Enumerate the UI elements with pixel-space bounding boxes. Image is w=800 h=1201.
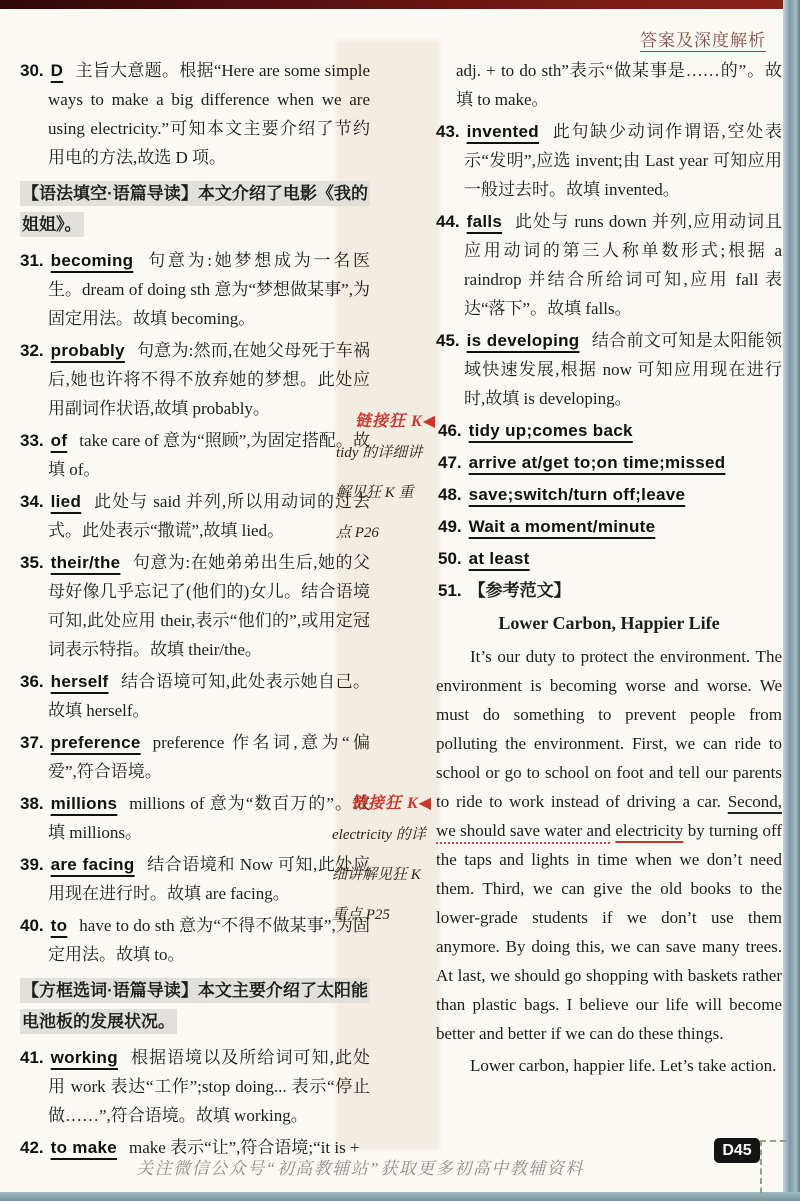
essay-segment: by turning off the taps and lights in time when we don’t need them. Third, we can give the old books to the lower-grade students if we don’t use them anymore. By doing this, we can save many trees. At last, we should go shopping with baskets rather than plastic bags. I believe our life will become better and better if we can do these things.	[436, 821, 783, 1043]
explanation-text: millions of 意为“数百万的”。故填 millions。	[48, 794, 370, 842]
answer-text: Wait a moment/minute	[468, 517, 656, 536]
right-column	[436, 56, 782, 1083]
banner-text: 【语法填空·语篇导读】本文介绍了电影《我的姐姐》。	[20, 181, 370, 237]
item-number: 40.	[20, 916, 44, 935]
explanation-text: 此处与 said 并列,所以用动词的过去式。此处表示“撒谎”,故填 lied。	[48, 492, 370, 540]
answer-item	[20, 487, 370, 545]
explanation-text: 结合前文可知是太阳能领域快速发展,根据 now 可知应用现在进行时,故填 is developing。	[464, 331, 782, 408]
answer-text: probably	[50, 341, 125, 360]
answer-item	[436, 326, 782, 413]
item-number: 42.	[20, 1138, 44, 1157]
answer-text: their/the	[50, 553, 121, 572]
answer-text: are facing	[50, 855, 135, 874]
page-edge-right	[783, 0, 800, 1201]
answer-text: becoming	[50, 251, 134, 270]
answer-item	[20, 850, 370, 908]
item-number: 46.	[438, 421, 462, 440]
item-number: 50.	[438, 549, 462, 568]
answer-text: to	[50, 916, 68, 935]
dashed-corner-marker	[760, 1140, 786, 1201]
answer-line	[436, 512, 782, 541]
answer-item	[20, 789, 370, 847]
essay-segment: Second,	[727, 792, 782, 811]
page-edge-bottom	[0, 1192, 800, 1201]
answer-item	[436, 117, 782, 204]
section-banner	[20, 975, 370, 1037]
left-column	[20, 56, 370, 1165]
reference-label: 【参考范文】	[468, 581, 571, 600]
answer-text: tidy up;comes back	[468, 421, 633, 440]
annotation-line: 细讲解见狂 K	[332, 867, 421, 883]
item-number: 30.	[20, 61, 44, 80]
footer-note: 关注微信公众号“初高教辅站”获取更多初高中教辅资料	[136, 1159, 584, 1178]
page-header-title: 答案及深度解析	[640, 31, 766, 50]
answer-item	[20, 426, 370, 484]
answer-text: lied	[50, 492, 82, 511]
explanation-text: 句意为:她梦想成为一名医生。dream of doing sth 意为“梦想做某事”,为固定用法。故填 becoming。	[48, 251, 370, 328]
banner-text: 【方框选词·语篇导读】本文主要介绍了太阳能电池板的发展状况。	[20, 978, 370, 1034]
answer-line	[436, 416, 782, 445]
item-number: 45.	[436, 331, 460, 350]
essay-segment: we should save water and	[436, 821, 612, 840]
essay-paragraph	[436, 642, 782, 1048]
annotation-line: 点 P26	[336, 525, 379, 541]
item-number: 51.	[438, 581, 462, 600]
item-number: 41.	[20, 1048, 44, 1067]
answer-text: of	[50, 431, 68, 450]
explanation-text: preference 作名词,意为“偏爱”,符合语境。	[48, 733, 370, 781]
answer-item	[20, 548, 370, 664]
explanation-continuation	[436, 56, 782, 114]
explanation-text: 此处与 runs down 并列,应用动词且应用动词的第三人称单数形式;根据 a raindrop 并结合所给词可知,应用 fall 表达“落下”。故填 falls。	[464, 212, 782, 318]
answer-item	[20, 728, 370, 786]
explanation-text: 句意为:在她弟弟出生后,她的父母好像几乎忘记了(他们的)女儿。结合语境可知,此处应用 their,表示“他们的”,或用定冠词表示特指。故填 their/the。	[48, 553, 370, 659]
explanation-text: make 表示“让”,符合语境;“it is +	[129, 1138, 360, 1157]
answer-text: preference	[50, 733, 141, 752]
explanation-text: 结合语境可知,此处表示她自己。故填 herself。	[48, 672, 370, 720]
explanation-text: 主旨大意题。根据“Here are some simple ways to make a big difference when we are using electricity.”可知本文主要介绍了节约用电的方法,故选 D 项。	[48, 61, 370, 167]
answer-line	[436, 544, 782, 573]
margin-annotation-tidy	[336, 408, 436, 553]
item-number: 36.	[20, 672, 44, 691]
answer-item	[436, 207, 782, 323]
essay-title	[436, 609, 782, 638]
annotation-line: tidy 的详细讲	[336, 445, 423, 461]
item-number: 33.	[20, 431, 44, 450]
essay-title-text: Lower Carbon, Happier Life	[498, 613, 720, 633]
answer-item	[20, 667, 370, 725]
explanation-text: 此句缺少动词作谓语,空处表示“发明”,应选 invent;由 Last year 可知应用一般过去时。故填 invented。	[464, 122, 782, 199]
item-number: 49.	[438, 517, 462, 536]
answer-item	[20, 336, 370, 423]
answer-item	[20, 1043, 370, 1130]
annotation-line: 重点 P25	[332, 907, 390, 923]
top-edge-bar	[0, 0, 800, 9]
essay-segment: Lower carbon, happier life. Let’s take action.	[470, 1056, 777, 1075]
item-number: 39.	[20, 855, 44, 874]
explanation-text: have to do sth 意为“不得不做某事”,为固定用法。故填 to。	[48, 916, 370, 964]
item-number: 38.	[20, 794, 44, 813]
answer-line	[436, 448, 782, 477]
annotation-link-label: 链接狂 K◀	[351, 795, 432, 812]
annotation-line: 解见狂 K 重	[336, 485, 414, 501]
item-number: 44.	[436, 212, 460, 231]
answer-line	[436, 480, 782, 509]
essay-segment: It’s our duty to protect the environment. The environment is becoming worse and worse. We must do something to prevent people from polluting the environment. First, we can ride to school or go to school on foot and tell our parents to ride to work instead of driving a car.	[436, 647, 782, 811]
item-number: 31.	[20, 251, 44, 270]
answer-text: arrive at/get to;on time;missed	[468, 453, 726, 472]
answer-text: working	[50, 1048, 118, 1067]
item-number: 35.	[20, 553, 44, 572]
answer-text: D	[50, 61, 64, 80]
answer-item	[20, 911, 370, 969]
explanation-text: 结合语境和 Now 可知,此处应用现在进行时。故填 are facing。	[48, 855, 370, 903]
essay-segment: electricity	[615, 821, 684, 840]
annotation-line: electricity 的详	[332, 827, 426, 843]
answer-text: save;switch/turn off;leave	[468, 485, 686, 504]
item-number: 34.	[20, 492, 44, 511]
item-number: 32.	[20, 341, 44, 360]
section-banner	[20, 178, 370, 240]
reference-essay-item	[436, 576, 782, 605]
item-number: 43.	[436, 122, 460, 141]
margin-annotation-electricity	[332, 790, 432, 935]
item-number: 47.	[438, 453, 462, 472]
annotation-link-label: 链接狂 K◀	[355, 413, 436, 430]
answer-text: to make	[50, 1138, 117, 1157]
explanation-text: take care of 意为“照顾”,为固定搭配。故填 of。	[48, 431, 370, 479]
essay-paragraph	[436, 1051, 782, 1080]
answer-text: at least	[468, 549, 530, 568]
answer-text: invented	[466, 122, 539, 141]
answer-text: is developing	[466, 331, 580, 350]
answer-item	[20, 246, 370, 333]
explanation-text: adj. + to do sth”表示“做某事是……的”。故填 to make。	[456, 61, 782, 109]
explanation-text: 根据语境以及所给词可知,此处用 work 表达“工作”;stop doing... 表示“停止做……”,符合语境。故填 working。	[48, 1048, 370, 1125]
answer-item	[20, 56, 370, 172]
explanation-text: 句意为:然而,在她父母死于车祸后,她也许将不得不放弃她的梦想。此处应用副词作状语,故填 probably。	[48, 341, 370, 418]
item-number: 37.	[20, 733, 44, 752]
answer-text: herself	[50, 672, 109, 691]
answer-text: falls	[466, 212, 503, 231]
answer-text: millions	[50, 794, 118, 813]
item-number: 48.	[438, 485, 462, 504]
page-number-badge: D45	[714, 1138, 760, 1163]
